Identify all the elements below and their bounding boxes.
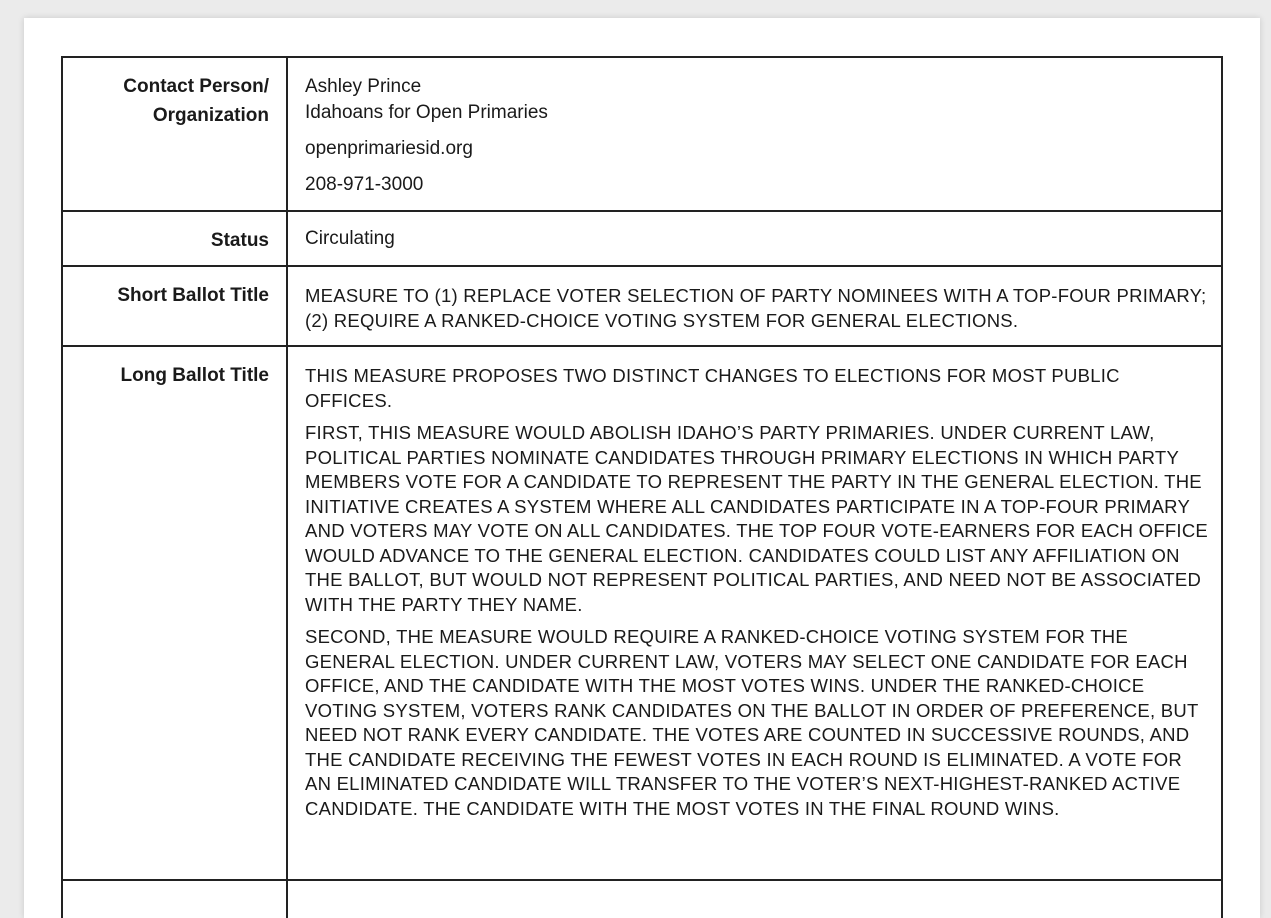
contact-organization: Idahoans for Open Primaries [305,102,548,123]
short-ballot-title-value: MEASURE TO (1) REPLACE VOTER SELECTION OF PARTY NOMINEES WITH A TOP-FOUR PRIMARY; (2) REQUIRE A RANKED-CHOICE VOTING SYSTEM FOR GENERAL ELECTIONS. [287,266,1222,346]
long-ballot-title-paragraph: FIRST, THIS MEASURE WOULD ABOLISH IDAHO’S PARTY PRIMARIES. UNDER CURRENT LAW, POLITICAL PARTIES NOMINATE CANDIDATES THROUGH PRIMARY ELECTIONS IN WHICH PARTY MEMBERS VOTE FOR A CANDIDATE TO REPRESENT THE PARTY IN THE GENERAL ELECTION. THE INITIATIVE CREATES A SYSTEM WHERE ALL CANDIDATES PARTICIPATE IN A TOP-FOUR PRIMARY AND VOTERS MAY VOTE ON ALL CANDIDATES. THE TOP FOUR VOTE-EARNERS FOR EACH OFFICE WOULD ADVANCE TO THE GENERAL ELECTION. CANDIDATES COULD LIST ANY AFFILIATION ON THE BALLOT, BUT WOULD NOT REPRESENT POLITICAL PARTIES, AND NEED NOT BE ASSOCIATED WITH THE PARTY THEY NAME. [305,422,1209,615]
next-row-label [62,880,287,918]
contact-name: Ashley Prince [305,76,422,97]
long-ballot-title-label: Long Ballot Title [62,346,287,880]
contact-phone: 208-971-3000 [305,174,424,195]
long-ballot-title-value [287,346,1222,880]
next-row-value [287,880,1222,918]
contact-label-line1: Contact Person/ [123,76,269,97]
document-page [24,18,1260,918]
contact-website[interactable]: openprimariesid.org [305,138,473,159]
contact-value [287,57,1222,211]
next-row-cut-off [62,880,1222,918]
long-ballot-title-paragraph: SECOND, THE MEASURE WOULD REQUIRE A RANKED-CHOICE VOTING SYSTEM FOR THE GENERAL ELECTION. UNDER CURRENT LAW, VOTERS MAY SELECT ONE CANDIDATE FOR EACH OFFICE, AND THE CANDIDATE WITH THE MOST VOTES WINS. UNDER THE RANKED-CHOICE VOTING SYSTEM, VOTERS RANK CANDIDATES ON THE BALLOT IN ORDER OF PREFERENCE, BUT NEED NOT RANK EVERY CANDIDATE. THE VOTES ARE COUNTED IN SUCCESSIVE ROUNDS, AND THE CANDIDATE RECEIVING THE FEWEST VOTES IN EACH ROUND IS ELIMINATED. A VOTE FOR AN ELIMINATED CANDIDATE WILL TRANSFER TO THE VOTER’S NEXT-HIGHEST-RANKED ACTIVE CANDIDATE. THE CANDIDATE WITH THE MOST VOTES IN THE FINAL ROUND WINS. [305,626,1199,819]
short-ballot-title-row [62,266,1222,346]
status-row [62,211,1222,266]
long-ballot-title-paragraph: THIS MEASURE PROPOSES TWO DISTINCT CHANGES TO ELECTIONS FOR MOST PUBLIC OFFICES. [305,365,1120,411]
contact-row [62,57,1222,211]
short-ballot-title-label: Short Ballot Title [62,266,287,346]
status-label: Status [62,211,287,266]
initiative-info-table [61,56,1223,918]
contact-label [62,57,287,211]
status-value: Circulating [287,211,1222,266]
contact-label-line2: Organization [152,105,269,126]
long-ballot-title-row [62,346,1222,880]
